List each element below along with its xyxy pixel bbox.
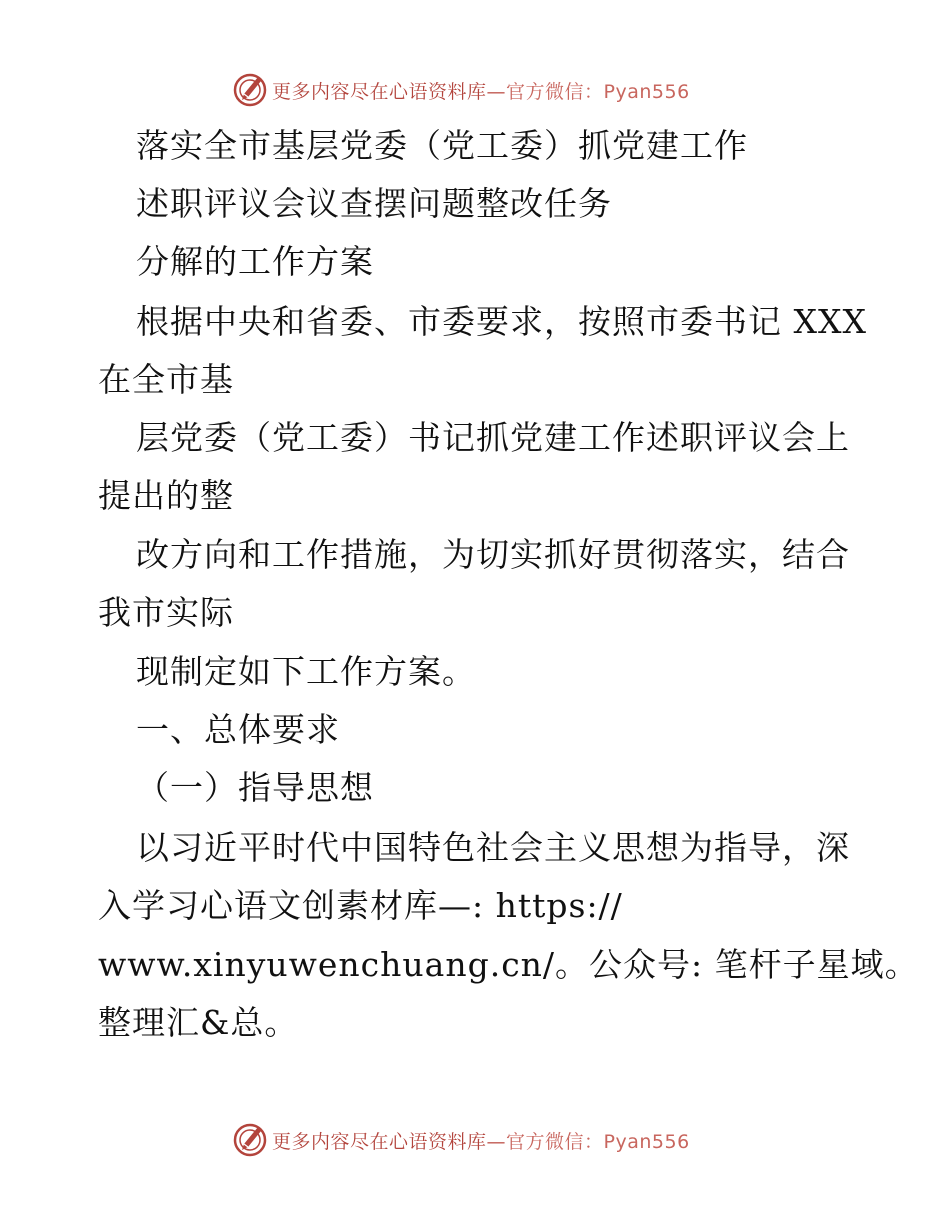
title-line-2: 述职评议会议查摆问题整改任务	[136, 184, 612, 223]
quill-pen-logo-icon	[232, 72, 268, 108]
paragraph-line: 入学习心语文创素材库—: https://	[98, 886, 623, 925]
title-line-1: 落实全市基层党委（党工委）抓党建工作	[136, 126, 748, 165]
subsection-heading: （一）指导思想	[136, 768, 374, 807]
paragraph-line: 根据中央和省委、市委要求，按照市委书记 XXX	[136, 302, 867, 341]
quill-pen-logo-icon	[232, 1122, 268, 1158]
title-line-3: 分解的工作方案	[136, 242, 374, 281]
watermark-wechat-id: Pyan556	[603, 1130, 690, 1153]
watermark-wechat-label: 官方微信：	[506, 1130, 604, 1153]
section-heading: 一、总体要求	[136, 710, 340, 749]
paragraph-line: 在全市基	[98, 360, 234, 399]
watermark-text	[272, 1127, 690, 1154]
paragraph-line: 现制定如下工作方案。	[136, 652, 476, 691]
watermark-separator: —	[486, 80, 507, 103]
paragraph-line: www.xinyuwenchuang.cn/。公众号: 笔杆子星域。	[98, 945, 919, 984]
paragraph-line: 提出的整	[98, 476, 234, 515]
watermark-wechat-id: Pyan556	[603, 80, 690, 103]
watermark-main: 更多内容尽在心语资料库	[272, 80, 487, 103]
paragraph-line: 层党委（党工委）书记抓党建工作述职评议会上	[136, 418, 850, 457]
paragraph-line: 我市实际	[98, 593, 234, 632]
paragraph-line: 改方向和工作措施，为切实抓好贯彻落实，结合	[136, 535, 850, 574]
watermark-main: 更多内容尽在心语资料库	[272, 1130, 487, 1153]
watermark-wechat-label: 官方微信：	[506, 80, 604, 103]
watermark-separator: —	[486, 1130, 507, 1153]
paragraph-line: 整理汇&总。	[98, 1003, 299, 1042]
paragraph-line: 以习近平时代中国特色社会主义思想为指导，深	[136, 828, 850, 867]
header-watermark-banner	[232, 71, 690, 109]
footer-watermark-banner	[232, 1121, 690, 1159]
watermark-text	[272, 77, 690, 104]
